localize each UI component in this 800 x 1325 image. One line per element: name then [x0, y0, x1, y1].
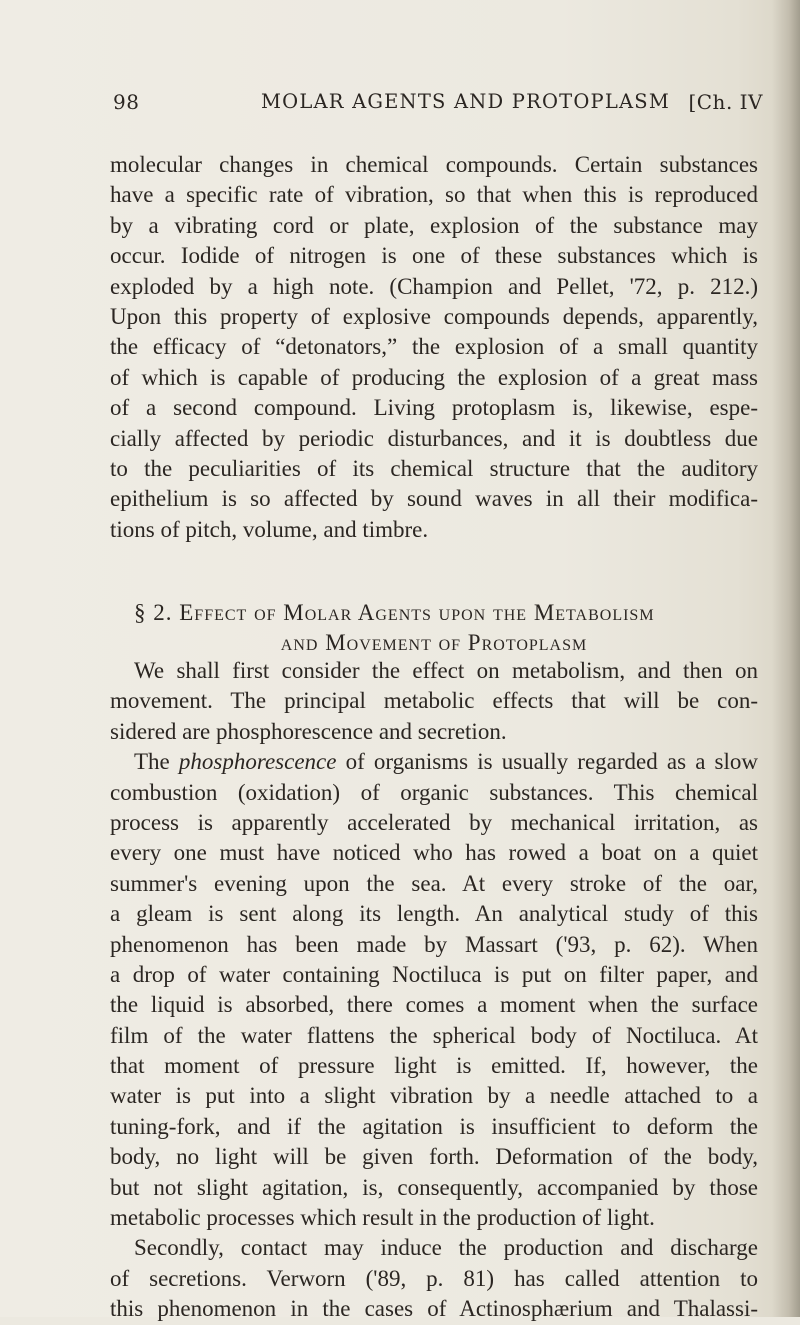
section-heading: [110, 598, 758, 658]
lead-rest: of organisms is usually regarded as a slow: [336, 749, 758, 775]
text-line: water is put into a slight vibration by a needle attached to a: [110, 1083, 758, 1109]
text-line: epithelium is so affected by sound waves in all their modifica-: [110, 486, 758, 512]
text-line: combustion (oxidation) of organic substances. This chemical: [110, 779, 758, 805]
text-line: tions of pitch, volume, and timbre.: [110, 516, 429, 542]
text-line: sidered are phosphorescence and secretion.: [110, 718, 507, 744]
text-line: occur. Iodide of nitrogen is one of these substances which is: [110, 243, 758, 269]
text-line: of a second compound. Living protoplasm is, likewise, espe-: [110, 395, 758, 421]
text-line: to the peculiarities of its chemical structure that the auditory: [110, 455, 758, 481]
text-line: tuning-fork, and if the agitation is insufficient to deform the: [110, 1113, 758, 1139]
text-line: a drop of water containing Noctiluca is put on filter paper, and: [110, 961, 758, 987]
text-line: film of the water flattens the spherical body of Noctiluca. At: [110, 1022, 758, 1048]
text-line: phenomenon has been made by Massart ('93, p. 62). When: [110, 931, 758, 957]
paragraph-1: [110, 150, 758, 545]
text-line: exploded by a high note. (Champion and Pellet, '72, p. 212.): [110, 273, 758, 299]
section-heading-line-2: and Movement of Protoplasm: [280, 630, 588, 655]
text-line: metabolic processes which result in the production of light.: [110, 1205, 655, 1231]
italic-term: phosphorescence: [178, 749, 337, 775]
text-line: Upon this property of explosive compounds depends, apparently,: [110, 303, 758, 329]
text-line: a gleam is sent along its length. An analytical study of this: [110, 901, 758, 927]
text-line: summer's evening upon the sea. At every stroke of the oar,: [110, 870, 758, 896]
text-line: movement. The principal metabolic effects that will be con-: [110, 688, 758, 714]
text-line: process is apparently accelerated by mechanical irritation, as: [110, 809, 758, 835]
page-header: [113, 90, 763, 124]
text-line: every one must have noticed who has rowed a boat on a quiet: [110, 840, 758, 866]
chapter-label: [Ch. IV: [688, 90, 763, 114]
text-line: of secretions. Verworn ('89, p. 81) has called attention to: [110, 1265, 758, 1291]
text-line: body, no light will be given forth. Deformation of the body,: [110, 1144, 758, 1170]
text-line-with-term: [110, 747, 758, 777]
text-line: by a vibrating cord or plate, explosion of the substance may: [110, 212, 758, 238]
text-line: but not slight agitation, is, consequently, accompanied by those: [110, 1174, 758, 1200]
text-line: molecular changes in chemical compounds. Certain substances: [110, 152, 758, 177]
page-edge-shadow: [772, 0, 800, 1317]
running-title: MOLAR AGENTS AND PROTOPLASM: [261, 90, 671, 113]
body-text: [110, 656, 758, 1325]
text-line: cially affected by periodic disturbances, and it is doubtless due: [110, 425, 758, 451]
page-number: 98: [113, 90, 140, 114]
text-line: the liquid is absorbed, there comes a moment when the surface: [110, 992, 758, 1018]
lead-text: The: [134, 749, 179, 775]
text-line: have a specific rate of vibration, so that when this is reproduced: [110, 182, 758, 208]
text-line: this phenomenon in the cases of Actinosphærium and Thalassi-: [110, 1296, 758, 1322]
text-line: of which is capable of producing the explosion of a great mass: [110, 364, 758, 390]
text-line: We shall first consider the effect on metabolism, and then on: [134, 658, 758, 683]
section-heading-line-1: § 2. Effect of Molar Agents upon the Metabolism: [134, 600, 655, 625]
text-line: that moment of pressure light is emitted. If, however, the: [110, 1053, 758, 1079]
text-line: the efficacy of “detonators,” the explosion of a small quantity: [110, 334, 758, 360]
text-line: Secondly, contact may induce the production and discharge: [134, 1235, 758, 1261]
